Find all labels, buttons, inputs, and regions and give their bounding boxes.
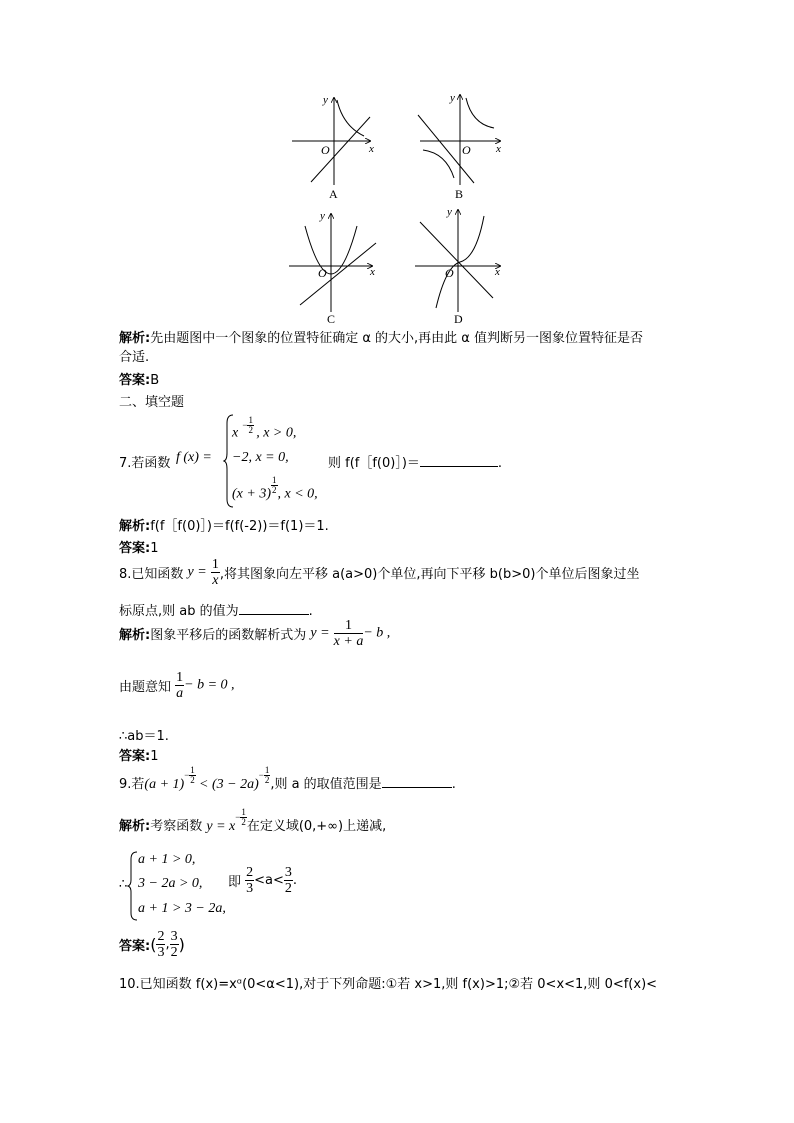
q9-exp2-n: 1 xyxy=(264,765,270,776)
graph-c-origin-label: O xyxy=(318,266,327,280)
q7-case1-base: x xyxy=(232,425,239,441)
graph-a-line xyxy=(311,117,370,182)
q9-a1-exp-d: 2 xyxy=(241,817,246,828)
q9-ji: 即 xyxy=(228,875,242,890)
q9-ans-close: ) xyxy=(178,935,185,954)
q8-a1-y: y = xyxy=(310,625,330,641)
q7-case3-exp-n: 1 xyxy=(272,475,277,485)
q9-sys2: 3 − 2a > 0, xyxy=(138,876,203,891)
q9-exp1-d: 2 xyxy=(190,775,195,786)
q9-line xyxy=(119,765,456,795)
q7-case2: −2, x = 0, xyxy=(232,450,289,465)
q9-analysis1 xyxy=(119,807,387,837)
q7-analysis-label: 解析: xyxy=(119,519,151,534)
q7-case1 xyxy=(232,415,297,444)
graph-b-curve-left xyxy=(423,150,454,178)
graph-a-x-label: x xyxy=(369,143,374,155)
q6-analysis-label: 解析: xyxy=(119,331,151,346)
q9-answer-label: 答案: xyxy=(119,939,151,954)
q8-a1-n: 1 xyxy=(334,618,364,634)
q8-analysis1-text: 图象平移后的函数解析式为 xyxy=(150,628,307,643)
q6-answer-label: 答案: xyxy=(119,373,151,388)
graph-b-curve-right xyxy=(466,98,494,128)
q7-case3-base: (x + 3) xyxy=(232,486,271,502)
q8-analysis3: ∴ab＝1. xyxy=(119,729,169,744)
q8-a1-frac xyxy=(334,618,364,649)
q8-analysis-label: 解析: xyxy=(119,628,151,643)
q9-end: . xyxy=(451,777,456,792)
graph-b-caption: B xyxy=(455,187,464,201)
q9-r-d2: 2 xyxy=(284,881,292,896)
q6-analysis-text1: 先由题图中一个图象的位置特征确定 α 的大小,再由此 α 值判断另一图象位置特征是否 xyxy=(150,331,644,346)
q7-answer-value: 1 xyxy=(150,541,159,556)
graph-b-x-label: x xyxy=(496,143,501,155)
q6-analysis-line2: 合适. xyxy=(119,350,150,365)
graph-a-origin-label: O xyxy=(321,143,330,157)
q9-a1-y: y = x xyxy=(206,819,236,834)
q7-analysis-text: f(f［f(0)］)＝f(f(-2))＝f(1)＝1. xyxy=(150,519,329,534)
q9-ans-open: ( xyxy=(150,935,157,954)
q8-blank xyxy=(239,602,309,615)
graph-b-origin-label: O xyxy=(462,143,471,157)
q7-case3-exponent xyxy=(271,475,278,495)
q7-fx: f (x) = xyxy=(176,450,212,465)
q9-analysis1-text: 考察函数 xyxy=(150,819,203,834)
q9-ans-d1: 3 xyxy=(157,945,165,960)
q9-ans-frac2 xyxy=(170,929,179,960)
graph-a-caption: A xyxy=(329,187,338,201)
q7-question-text: 则 f(f［f(0)］)＝ xyxy=(328,456,420,471)
q8-a2-d: a xyxy=(176,686,184,701)
q9-r-end: . xyxy=(292,873,298,888)
graph-d-x-label: x xyxy=(495,266,500,278)
q8-frac-n: 1 xyxy=(211,557,219,572)
q9-exp1-sign: − xyxy=(184,770,190,780)
q7-case1-exponent xyxy=(242,415,256,435)
q9-blank xyxy=(382,775,452,788)
graph-d-y-label: y xyxy=(447,206,452,218)
q9-exp2-d: 2 xyxy=(264,775,270,786)
q8-frac-d: x xyxy=(212,573,219,588)
q9-exp1-n: 1 xyxy=(190,765,195,776)
q9-expr2: (3 − 2a) xyxy=(211,777,259,792)
q6-answer xyxy=(119,369,159,388)
q8-analysis2-text: 由题意知 xyxy=(119,680,172,695)
q8-a1-d: x + a xyxy=(333,634,364,649)
q9-ans-n2: 3 xyxy=(170,929,178,944)
q7-answer-label: 答案: xyxy=(119,541,151,556)
q9-range xyxy=(228,865,297,896)
q8-prefix: 8.已知函数 xyxy=(119,567,184,582)
graph-c-line xyxy=(300,243,376,305)
q9-r-mid: <a< xyxy=(254,873,284,888)
graph-b xyxy=(418,95,500,185)
q9-r-n2: 3 xyxy=(284,865,292,880)
q9-prefix: 9.若 xyxy=(119,777,145,792)
q9-range-frac2 xyxy=(284,865,293,896)
q9-answer xyxy=(119,929,185,960)
q7-case1-exp-d: 2 xyxy=(248,425,253,435)
q9-lt: < xyxy=(199,777,208,792)
q9-exp1 xyxy=(184,765,196,786)
q10-text: 10.已知函数 f(x)=xᵅ(0<α<1),对于下列命题:①若 x>1,则 f(x)>1;②若 0<x<1,则 0<f(x)< xyxy=(119,977,658,992)
q8-answer xyxy=(119,745,158,764)
graph-d-curve xyxy=(436,216,484,308)
q7-answer xyxy=(119,537,158,556)
graph-a xyxy=(292,98,370,185)
q8-answer-label: 答案: xyxy=(119,749,151,764)
q9-range-frac1 xyxy=(245,865,254,896)
q6-analysis-line1 xyxy=(119,327,643,346)
graph-d-line xyxy=(420,222,493,298)
q8-text2: 标原点,则 ab 的值为 xyxy=(119,604,239,619)
graph-d-caption: D xyxy=(454,312,463,326)
q9-ans-d2: 2 xyxy=(170,945,178,960)
q8-y-eq: y = xyxy=(187,564,207,580)
q9-a1-exp-sign: − xyxy=(235,812,241,822)
q9-ans-comma: , xyxy=(165,937,170,952)
q8-a2-frac xyxy=(175,670,184,701)
q7-case1-exp-sign: − xyxy=(242,419,248,430)
q8-analysis1 xyxy=(119,618,390,649)
q8-a1-tail: − b , xyxy=(363,625,391,641)
q9-analysis-label: 解析: xyxy=(119,819,151,834)
q8-frac xyxy=(211,557,220,588)
q9-r-d1: 3 xyxy=(246,881,254,896)
q9-sys3: a + 1 > 3 − 2a, xyxy=(138,901,226,916)
q7-analysis xyxy=(119,515,329,534)
q6-answer-value: B xyxy=(150,373,160,388)
q7-blank xyxy=(420,454,498,467)
q8-end: . xyxy=(308,604,313,619)
q9-ans-n1: 2 xyxy=(157,929,165,944)
graph-a-curve xyxy=(337,100,364,136)
q9-exp2-sign: − xyxy=(258,770,264,780)
q7-question xyxy=(328,452,502,471)
q9-r-n1: 2 xyxy=(246,865,254,880)
q9-expr1: (a + 1) xyxy=(144,777,185,792)
q9-a1-exp xyxy=(235,807,247,828)
q8-text1: ,将其图象向左平移 a(a>0)个单位,再向下平移 b(b>0)个单位后图象过坐 xyxy=(219,567,640,582)
q8-line2 xyxy=(119,600,313,619)
q8-analysis2 xyxy=(119,670,235,701)
q8-line1 xyxy=(119,557,639,588)
q7-prefix: 7.若函数 xyxy=(119,456,171,471)
graph-c-caption: C xyxy=(327,312,336,326)
q9-therefore: ∴ xyxy=(119,877,128,892)
graph-c-x-label: x xyxy=(370,266,375,278)
graph-c-y-label: y xyxy=(320,210,325,222)
graph-c xyxy=(289,214,376,312)
q9-analysis1-tail: 在定义域(0,+∞)上递减, xyxy=(246,819,387,834)
graph-d xyxy=(415,210,500,312)
q7-case1-exp-n: 1 xyxy=(248,415,253,425)
q7-case1-cond: , x > 0, xyxy=(256,425,297,441)
q9-text: ,则 a 的取值范围是 xyxy=(270,777,382,792)
q9-exp2 xyxy=(258,765,271,786)
section-title: 二、填空题 xyxy=(119,395,185,410)
graph-a-y-label: y xyxy=(323,94,328,106)
q9-sys1: a + 1 > 0, xyxy=(138,852,196,867)
q7-case3-cond: , x < 0, xyxy=(277,486,318,502)
q7-case3 xyxy=(232,475,318,505)
q8-a2-n: 1 xyxy=(176,670,184,685)
q7-end: . xyxy=(497,456,503,471)
graph-d-origin-label: O xyxy=(445,266,454,280)
q8-a2-tail: − b = 0 , xyxy=(184,677,235,693)
q9-a1-exp-n: 1 xyxy=(241,807,246,818)
q7-case3-exp-d: 2 xyxy=(272,485,277,495)
graphs-figure xyxy=(0,0,794,330)
graph-b-y-label: y xyxy=(450,92,455,104)
q8-answer-value: 1 xyxy=(150,749,159,764)
